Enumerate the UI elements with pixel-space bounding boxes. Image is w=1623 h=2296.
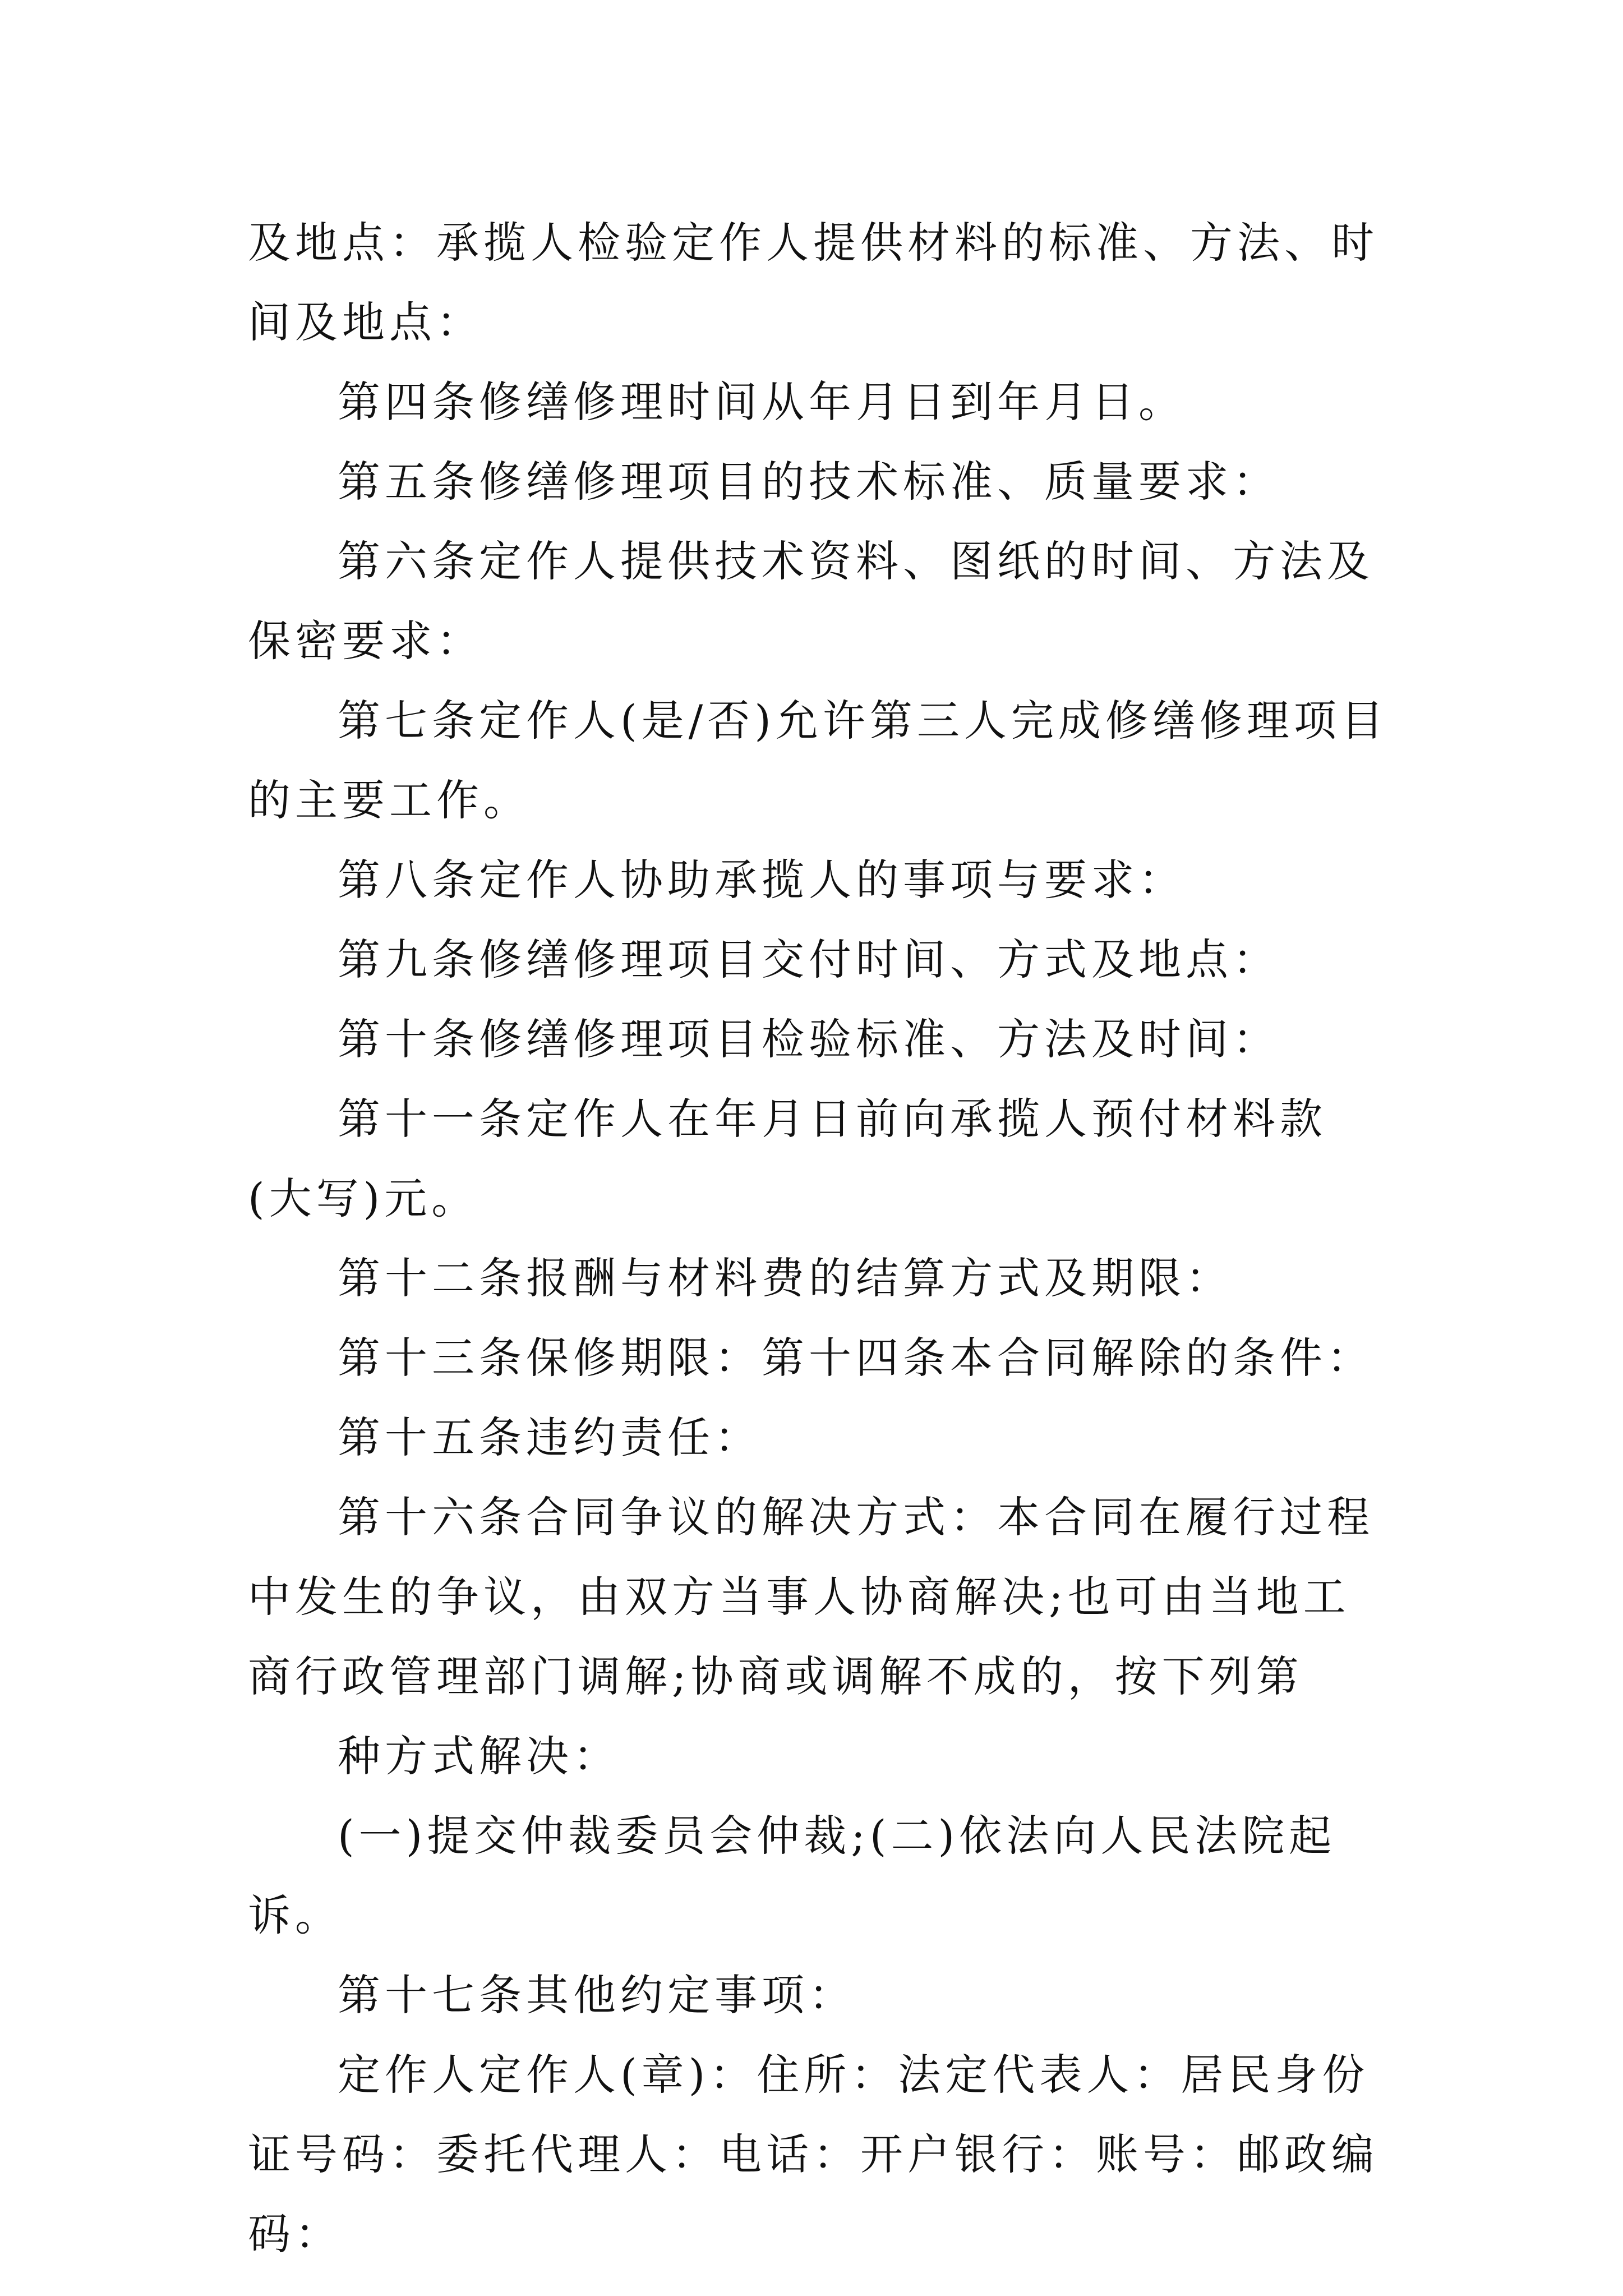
paragraph-location-inspection: 及地点：承揽人检验定作人提供材料的标准、方法、时间及地点：: [248, 218, 1378, 347]
paragraph-article-13-14: 第十三条保修期限：第十四条本合同解除的条件：: [338, 1333, 1374, 1383]
paragraph-article-8: 第八条定作人协助承揽人的事项与要求：: [338, 855, 1186, 905]
paragraph-article-5: 第五条修缮修理项目的技术标准、质量要求：: [338, 457, 1280, 507]
paragraph-article-4: 第四条修缮修理时间从年月日到年月日。: [338, 377, 1186, 427]
paragraph-article-16: 第十六条合同争议的解决方式：本合同在履行过程中发生的争议，由双方当事人协商解决;也可由当地工商行政管理部门调解;协商或调解不成的，按下列第: [248, 1492, 1374, 1701]
paragraph-party-info: 定作人定作人(章)：住所：法定代表人：居民身份证号码：委托代理人：电话：开户银行：账号：邮政编码：: [248, 2050, 1378, 2259]
paragraph-article-11: 第十一条定作人在年月日前向承揽人预付材料款(大写)元。: [248, 1094, 1327, 1223]
document-body: [248, 203, 1392, 2274]
paragraph-article-17: 第十七条其他约定事项：: [338, 1970, 856, 2020]
paragraph-article-7: 第七条定作人(是/否)允许第三人完成修缮修理项目的主要工作。: [248, 696, 1388, 825]
paragraph-resolution-options: (一)提交仲裁委员会仲裁;(二)依法向人民法院起诉。: [248, 1811, 1336, 1940]
paragraph-resolution-method: 种方式解决：: [338, 1731, 620, 1781]
paragraph-article-6: 第六条定作人提供技术资料、图纸的时间、方法及保密要求：: [248, 536, 1374, 666]
paragraph-article-15: 第十五条违约责任：: [338, 1412, 762, 1462]
paragraph-article-9: 第九条修缮修理项目交付时间、方式及地点：: [338, 935, 1280, 984]
paragraph-article-12: 第十二条报酬与材料费的结算方式及期限：: [338, 1253, 1233, 1303]
paragraph-article-10: 第十条修缮修理项目检验标准、方法及时间：: [338, 1014, 1280, 1064]
